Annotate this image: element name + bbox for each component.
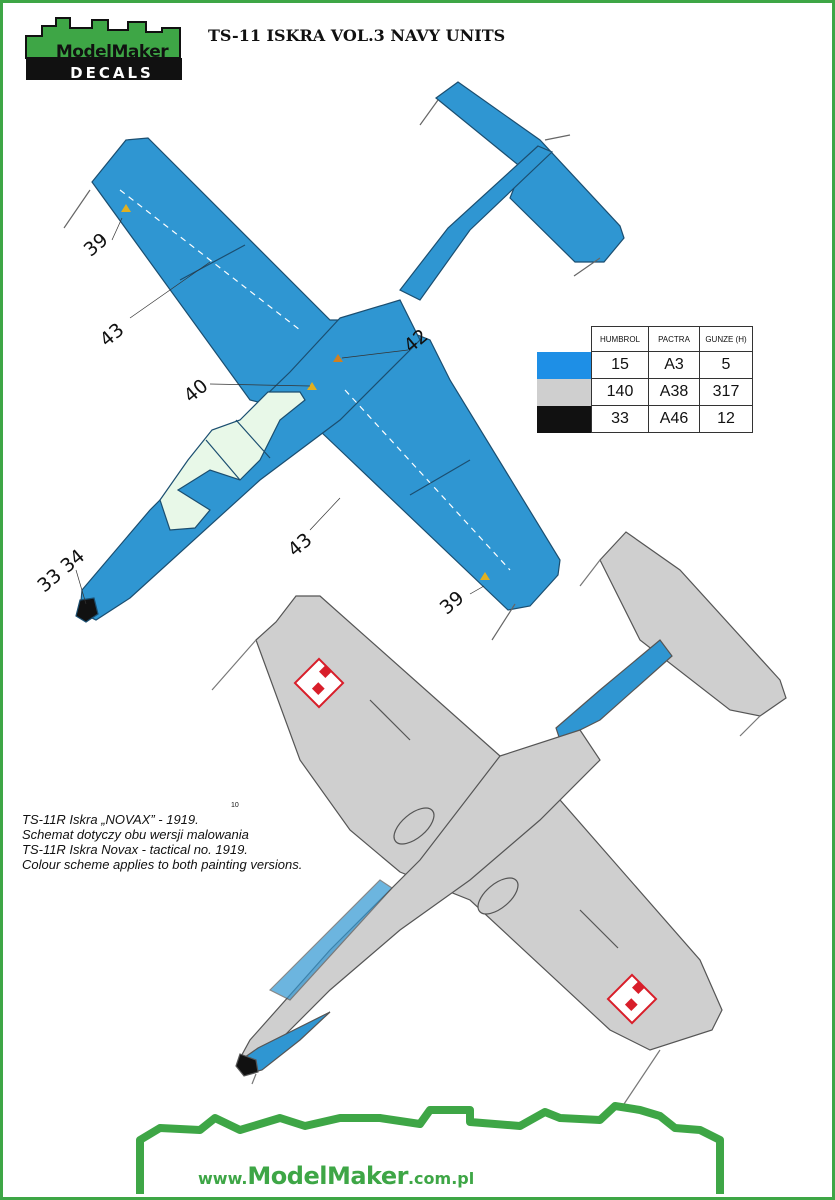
callout-number: 39 [435, 586, 469, 620]
callout-number: 42 [399, 324, 433, 358]
logo-text-bottom: DECALS [70, 64, 154, 82]
pactra-value: A38 [649, 379, 700, 406]
footer-www: www. [198, 1169, 248, 1188]
marker-number: 10 [231, 802, 239, 809]
column-header-gunze: GUNZE (H) [700, 327, 753, 352]
column-header-humbrol: HUMBROL [592, 327, 649, 352]
callout-number: 39 [79, 228, 113, 262]
gunze-value: 317 [700, 379, 753, 406]
humbrol-value: 140 [592, 379, 649, 406]
gunze-value: 5 [700, 352, 753, 379]
description-line: Colour scheme applies to both painting versions. [22, 857, 303, 872]
description-line: TS-11R Iskra Novax - tactical no. 1919. [22, 842, 248, 857]
humbrol-value: 33 [592, 406, 649, 433]
column-header-pactra: PACTRA [649, 327, 700, 352]
pactra-value: A46 [649, 406, 700, 433]
footer-domain: .com.pl [407, 1169, 475, 1188]
description-line: TS-11R Iskra „NOVAX” - 1919. [22, 812, 199, 827]
gunze-value: 12 [700, 406, 753, 433]
pactra-value: A3 [649, 352, 700, 379]
callout-number: 33 34 [33, 545, 90, 597]
footer-url[interactable] [198, 1162, 638, 1190]
callout-number: 43 [283, 528, 317, 562]
description-line: Schemat dotyczy obu wersji malowania [22, 827, 249, 842]
callout-number: 40 [179, 374, 213, 408]
humbrol-value: 15 [592, 352, 649, 379]
page-title: TS-11 ISKRA VOL.3 NAVY UNITS [208, 26, 506, 45]
callout-number: 43 [95, 318, 129, 352]
logo-text-top: ModelMaker [55, 42, 169, 62]
footer-brand: ModelMaker [247, 1162, 408, 1190]
